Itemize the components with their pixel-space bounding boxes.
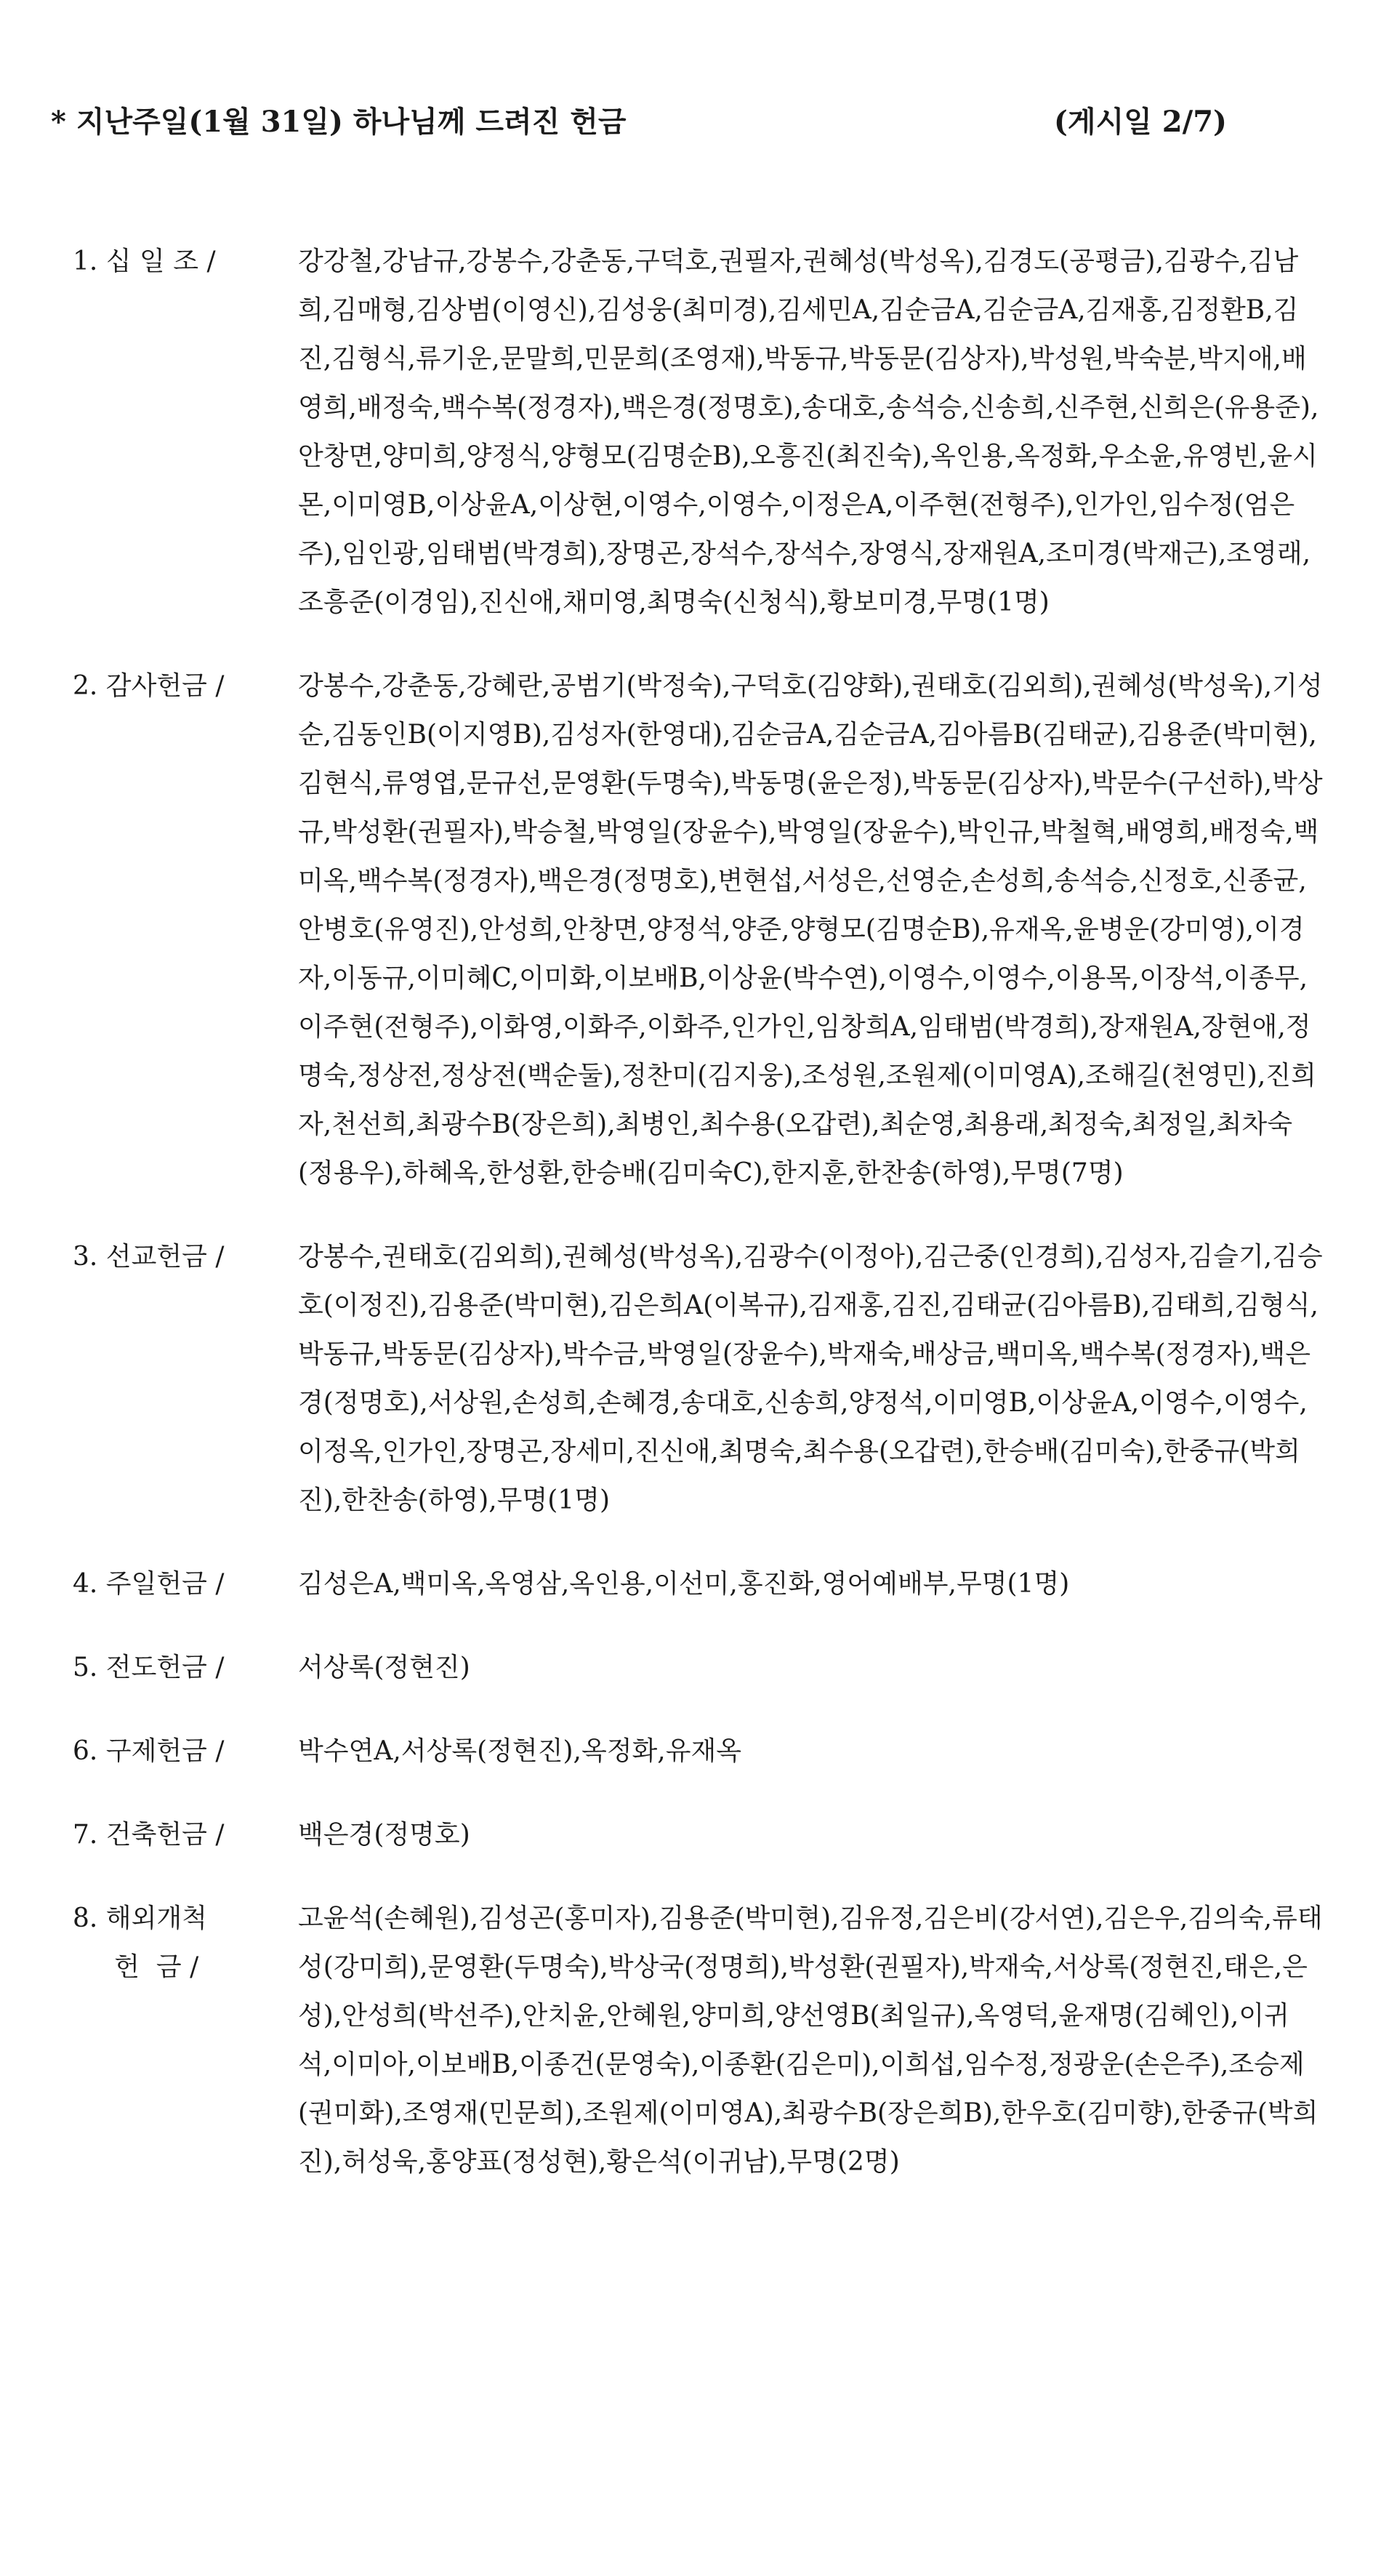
donor-names: 백은경(정명호) xyxy=(298,1820,470,1850)
section-label: 7. 건축헌금 / xyxy=(73,1820,225,1850)
donor-names: 고윤석(손혜원),김성곤(홍미자),김용준(박미현),김유정,김은비(강서연),김은우,김의숙,류태성(강미희),문영환(두명숙),박상국(정명희),박성환(권필자),박재숙,서상록(정현진,태은,은성),안성희(박선주),안치윤,안혜원,양미희,양선영B(최일규),옥영덕,윤재명(김혜인),이귀석,이미아,이보배B,이종건(문영숙),이종환(김은미),이희섭,임수정,정광운(손은주),조승제(권미화),조영재(민문희),조원제(이미영A),최광수B(장은희B),한우호(김미향),한중규(박희진),허성욱,홍양표(정성현),황은석(이귀남),무명(2명) xyxy=(298,1903,1323,2177)
donor-names: 강봉수,강춘동,강혜란,공범기(박정숙),구덕호(김양화),권태호(김외희),권혜성(박성욱),기성순,김동인B(이지영B),김성자(한영대),김순금A,김순금A,김아름B(김태균),김용준(박미현),김현식,류영엽,문규선,문영환(두명숙),박동명(윤은정),박동문(김상자),박문수(구선하),박상규,박성환(권필자),박승철,박영일(장윤수),박영일(장윤수),박인규,박철혁,배영희,배정숙,백미옥,백수복(정경자),백은경(정명호),변현섭,서성은,선영순,손성희,송석승,신정호,신종균,안병호(유영진),안성희,안창면,양정석,양준,양형모(김명순B),유재옥,윤병운(강미영),이경자,이동규,이미혜C,이미화,이보배B,이상윤(박수연),이영수,이영수,이용목,이장석,이종무,이주현(전형주),이화영,이화주,이화주,인가인,임창희A,임태범(박경희),장재원A,장현애,정명숙,정상전,정상전(백순둘),정찬미(김지웅),조성원,조원제(이미영A),조해길(천영민),진희자,천선희,최광수B(장은희),최병인,최수용(오갑련),최순영,최용래,최정숙,최정일,최차숙(정용우),하혜옥,한성환,한승배(김미숙C),한지훈,한찬송(하영),무명(7명) xyxy=(298,671,1323,1188)
section-label: 6. 구제헌금 / xyxy=(73,1736,225,1766)
section-label: 5. 전도헌금 / xyxy=(73,1653,225,1682)
section-tithe xyxy=(73,237,1323,627)
section-label: 1. 십 일 조 / xyxy=(73,246,216,276)
page-title: * 지난주일(1월 31일) 하나님께 드려진 헌금 xyxy=(51,105,627,139)
page-header xyxy=(51,100,1287,144)
section-evangelism xyxy=(73,1643,1323,1692)
donor-names: 강강철,강남규,강봉수,강춘동,구덕호,권필자,권혜성(박성옥),김경도(공평금),김광수,김남희,김매형,김상범(이영신),김성웅(최미경),김세민A,김순금A,김순금A,김재홍,김정환B,김진,김형식,류기운,문말희,민문희(조영재),박동규,박동문(김상자),박성원,박숙분,박지애,배영희,배정숙,백수복(정경자),백은경(정명호),송대호,송석승,신송희,신주현,신희은(유용준),안창면,양미희,양정식,양형모(김명순B),오흥진(최진숙),옥인용,옥정화,우소윤,유영빈,윤시몬,이미영B,이상윤A,이상현,이영수,이영수,이정은A,이주현(전형주),인가인,임수정(엄은주),임인광,임태범(박경희),장명곤,장석수,장석수,장영식,장재원A,조미경(박재근),조영래,조흥준(이경임),진신애,채미영,최명숙(신청식),황보미경,무명(1명) xyxy=(298,246,1319,617)
donor-names: 강봉수,권태호(김외희),권혜성(박성옥),김광수(이정아),김근중(인경희),김성자,김슬기,김승호(이정진),김용준(박미현),김은희A(이복규),김재홍,김진,김태균(김아름B),김태희,김형식,박동규,박동문(김상자),박수금,박영일(장윤수),박재숙,배상금,백미옥,백수복(정경자),백은경(정명호),서상원,손성희,손혜경,송대호,신송희,양정석,이미영B,이상윤A,이영수,이영수,이정옥,인가인,장명곤,장세미,진신애,최명숙,최수용(오갑련),한승배(김미숙),한중규(박희진),한찬송(하영),무명(1명) xyxy=(298,1242,1323,1515)
section-label: 8. 해외개척 헌 금 / xyxy=(73,1903,207,1982)
section-label: 2. 감사헌금 / xyxy=(73,671,225,701)
section-sunday xyxy=(73,1560,1323,1608)
donor-names: 서상록(정현진) xyxy=(298,1653,470,1682)
donor-names: 김성은A,백미옥,옥영삼,옥인용,이선미,홍진화,영어예배부,무명(1명) xyxy=(298,1569,1070,1599)
offering-sections xyxy=(73,237,1323,2221)
section-relief xyxy=(73,1727,1323,1775)
section-label: 3. 선교헌금 / xyxy=(73,1242,225,1272)
posted-date: (게시일 2/7) xyxy=(1054,105,1227,139)
section-thanksgiving xyxy=(73,662,1323,1197)
section-overseas-pioneer xyxy=(73,1894,1323,2186)
section-mission xyxy=(73,1232,1323,1525)
section-building xyxy=(73,1810,1323,1859)
section-label: 4. 주일헌금 / xyxy=(73,1569,225,1599)
donor-names: 박수연A,서상록(정현진),옥정화,유재옥 xyxy=(298,1736,742,1766)
